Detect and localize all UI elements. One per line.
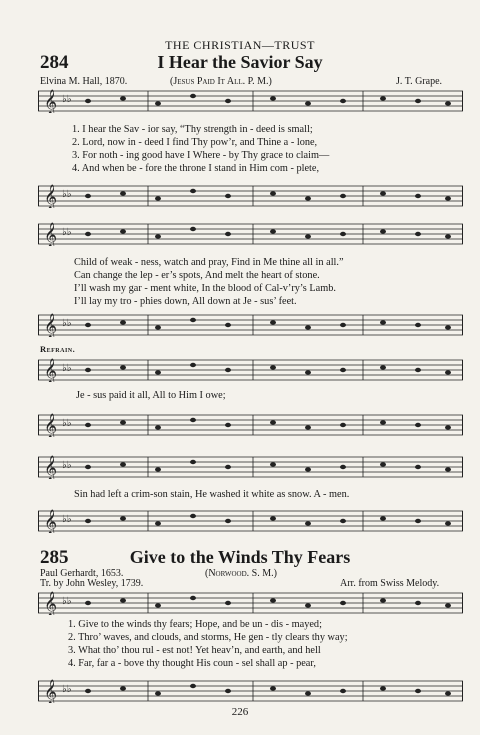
section-heading: THE CHRISTIAN—TRUST bbox=[165, 38, 315, 52]
page-number: 226 bbox=[231, 706, 249, 718]
music-staff-treble bbox=[38, 591, 463, 615]
hymn-tune-284: (Jesus Paid It All. P. M.) bbox=[170, 76, 272, 87]
lyric-line: 3. What tho’ thou rul - est not! Yet heav’n, and earth, and hell bbox=[68, 645, 321, 656]
lyric-line: I’ll lay my tro - phies down, All down at Je - sus’ feet. bbox=[74, 296, 297, 307]
hymn-number-284: 284 bbox=[40, 52, 69, 73]
refrain-label: Refrain. bbox=[40, 344, 76, 354]
music-staff-treble bbox=[38, 89, 463, 113]
music-staff-treble bbox=[38, 455, 463, 479]
hymn-title-285: Give to the Winds Thy Fears bbox=[129, 547, 351, 567]
music-staff-bass bbox=[38, 509, 463, 533]
lyric-line: 4. Far, far a - bove thy thought His coun - sel shall ap - pear, bbox=[68, 658, 316, 669]
music-staff-treble bbox=[38, 222, 463, 246]
lyric-line: I’ll wash my gar - ment white, In the blood of Cal-v’ry’s Lamb. bbox=[74, 283, 336, 294]
lyric-line: 4. And when be - fore the throne I stand in Him com - plete, bbox=[72, 163, 320, 174]
lyric-line: 2. Lord, now in - deed I find Thy pow’r, and Thine a - lone, bbox=[72, 137, 318, 148]
hymn-title-284: I Hear the Savior Say bbox=[157, 52, 323, 72]
music-staff-treble bbox=[38, 358, 463, 382]
lyric-line: Can change the lep - er’s spots, And melt the heart of stone. bbox=[74, 270, 320, 281]
refrain-lyric: Sin had left a crim-son stain, He washed it white as snow. A - men. bbox=[74, 489, 350, 500]
hymn-number-285: 285 bbox=[40, 547, 69, 568]
hymn-tune-285: (Norwood. S. M.) bbox=[205, 568, 277, 579]
lyric-line: 1. I hear the Sav - ior say, “Thy strength in - deed is small; bbox=[72, 124, 313, 135]
hymn-author-284: Elvina M. Hall, 1870. bbox=[40, 76, 128, 87]
music-staff-bass bbox=[38, 184, 463, 208]
lyric-line: Child of weak - ness, watch and pray, Find in Me thine all in all.” bbox=[74, 257, 344, 268]
music-staff-bass bbox=[38, 413, 463, 437]
lyric-line: 3. For noth - ing good have I Where - by Thy grace to claim— bbox=[72, 150, 330, 161]
refrain-lyric: Je - sus paid it all, All to Him I owe; bbox=[76, 390, 226, 401]
music-staff-bass bbox=[38, 679, 463, 703]
hymn-translator-285: Tr. by John Wesley, 1739. bbox=[40, 578, 144, 589]
lyric-line: 1. Give to the winds thy fears; Hope, and be un - dis - mayed; bbox=[68, 619, 322, 630]
hymn-composer-284: J. T. Grape. bbox=[396, 76, 443, 87]
hymn-composer-285: Arr. from Swiss Melody. bbox=[340, 578, 440, 589]
hymn-author-285: Paul Gerhardt, 1653. bbox=[40, 568, 124, 579]
lyric-line: 2. Thro’ waves, and clouds, and storms, He gen - tly clears thy way; bbox=[68, 632, 348, 643]
music-staff-bass bbox=[38, 313, 463, 337]
